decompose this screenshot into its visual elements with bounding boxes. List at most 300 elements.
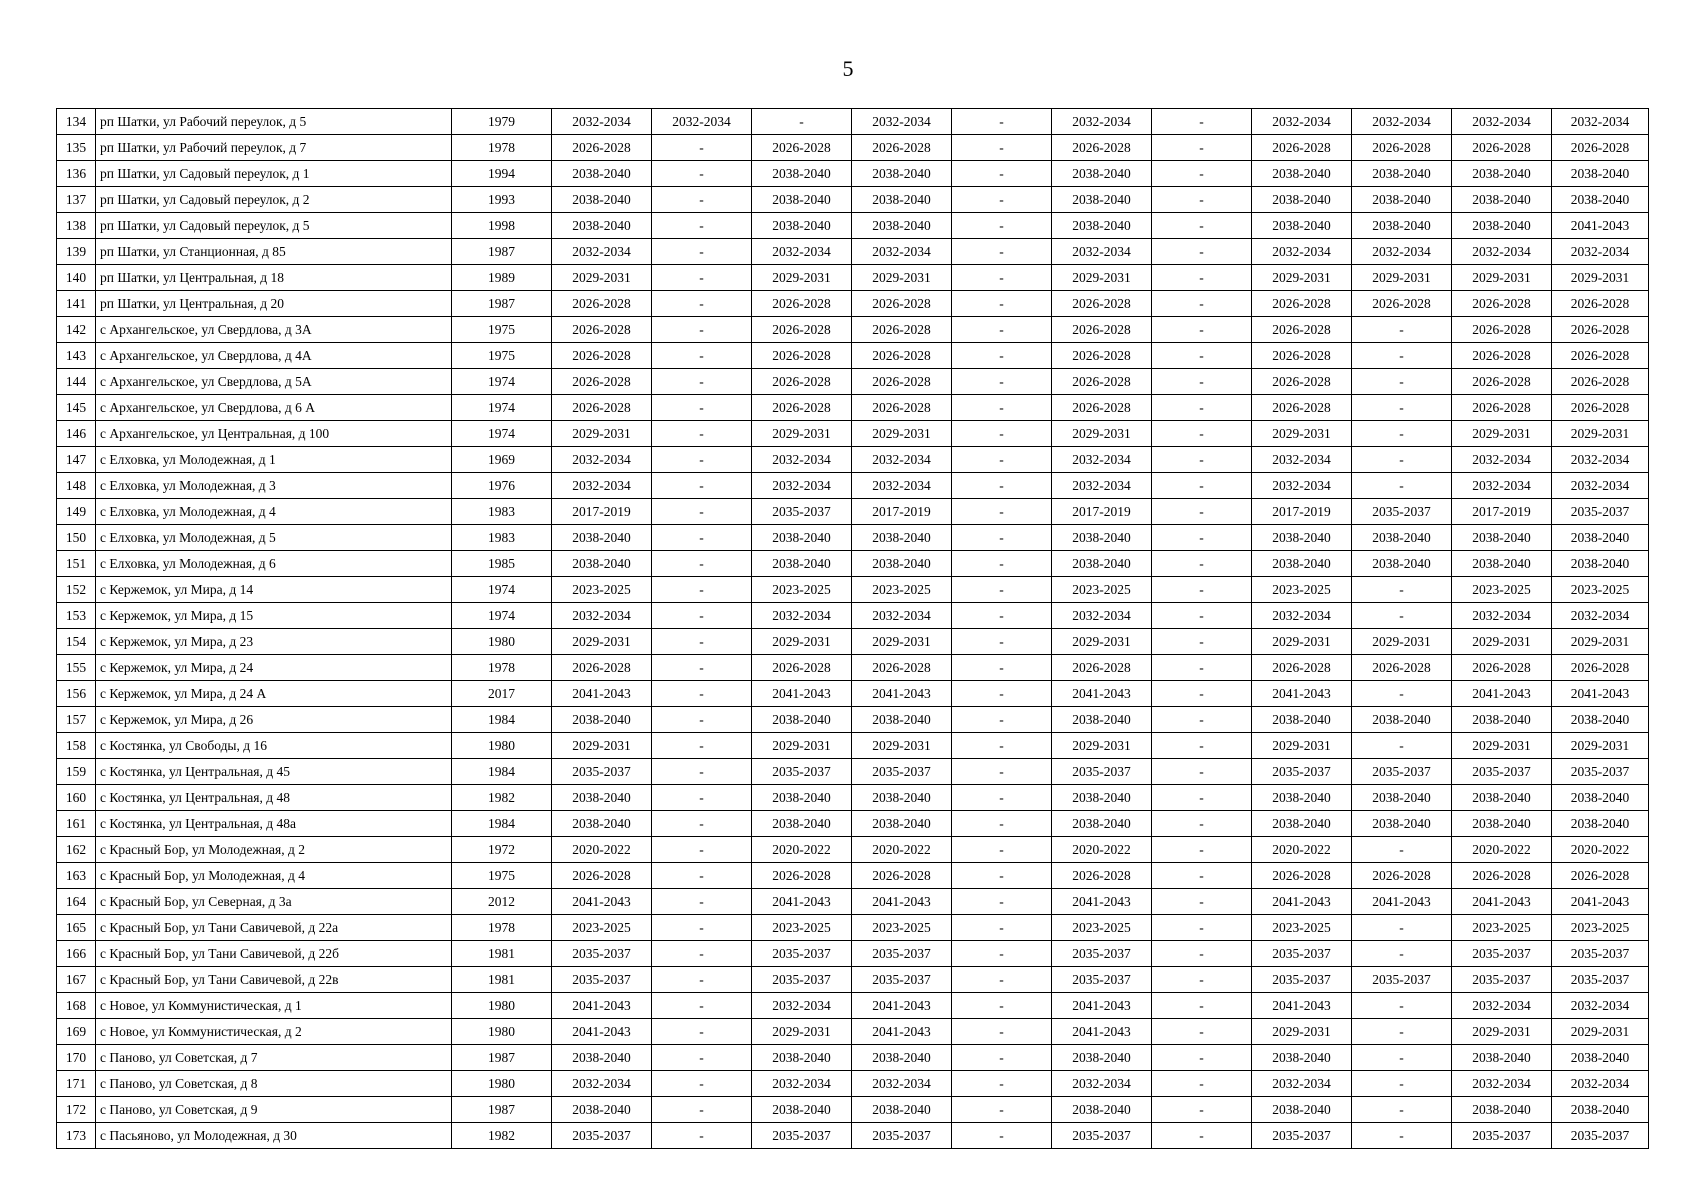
period-cell-2: - [652, 395, 752, 421]
period-cell-2: - [652, 863, 752, 889]
period-cell-4: 2038-2040 [852, 213, 952, 239]
period-cell-10: 2023-2025 [1452, 577, 1552, 603]
period-cell-9: 2038-2040 [1352, 707, 1452, 733]
row-number-cell: 139 [57, 239, 96, 265]
period-cell-11: 2038-2040 [1552, 785, 1649, 811]
period-cell-4: 2035-2037 [852, 941, 952, 967]
period-cell-9: - [1352, 1097, 1452, 1123]
period-cell-9: - [1352, 447, 1452, 473]
period-cell-8: 2035-2037 [1252, 1123, 1352, 1149]
period-cell-9: 2029-2031 [1352, 629, 1452, 655]
period-cell-11: 2038-2040 [1552, 551, 1649, 577]
period-cell-8: 2032-2034 [1252, 109, 1352, 135]
period-cell-7: - [1152, 317, 1252, 343]
period-cell-7: - [1152, 213, 1252, 239]
period-cell-2: - [652, 941, 752, 967]
row-number-cell: 146 [57, 421, 96, 447]
period-cell-2: - [652, 681, 752, 707]
address-cell: с Архангельское, ул Свердлова, д 5А [96, 369, 452, 395]
year-built-cell: 1980 [452, 1071, 552, 1097]
period-cell-4: 2026-2028 [852, 655, 952, 681]
period-cell-4: 2041-2043 [852, 681, 952, 707]
period-cell-6: 2041-2043 [1052, 889, 1152, 915]
period-cell-5: - [952, 681, 1052, 707]
row-number-cell: 148 [57, 473, 96, 499]
period-cell-4: 2026-2028 [852, 343, 952, 369]
period-cell-11: 2032-2034 [1552, 603, 1649, 629]
period-cell-8: 2038-2040 [1252, 525, 1352, 551]
period-cell-10: 2026-2028 [1452, 135, 1552, 161]
year-built-cell: 1982 [452, 1123, 552, 1149]
period-cell-6: 2029-2031 [1052, 733, 1152, 759]
period-cell-10: 2029-2031 [1452, 265, 1552, 291]
period-cell-11: 2038-2040 [1552, 187, 1649, 213]
period-cell-7: - [1152, 759, 1252, 785]
period-cell-10: 2038-2040 [1452, 785, 1552, 811]
year-built-cell: 1975 [452, 343, 552, 369]
period-cell-2: - [652, 655, 752, 681]
row-number-cell: 173 [57, 1123, 96, 1149]
table-row [57, 499, 1649, 525]
period-cell-1: 2020-2022 [552, 837, 652, 863]
period-cell-8: 2038-2040 [1252, 785, 1352, 811]
year-built-cell: 1987 [452, 1045, 552, 1071]
period-cell-7: - [1152, 915, 1252, 941]
row-number-cell: 167 [57, 967, 96, 993]
table-body [57, 109, 1649, 1149]
row-number-cell: 141 [57, 291, 96, 317]
period-cell-2: - [652, 1071, 752, 1097]
period-cell-8: 2026-2028 [1252, 395, 1352, 421]
period-cell-6: 2038-2040 [1052, 707, 1152, 733]
period-cell-11: 2038-2040 [1552, 161, 1649, 187]
period-cell-1: 2035-2037 [552, 759, 652, 785]
period-cell-4: 2029-2031 [852, 265, 952, 291]
period-cell-3: 2029-2031 [752, 265, 852, 291]
period-cell-7: - [1152, 1019, 1252, 1045]
period-cell-2: - [652, 291, 752, 317]
period-cell-9: - [1352, 733, 1452, 759]
address-cell: с Паново, ул Советская, д 9 [96, 1097, 452, 1123]
address-cell: с Красный Бор, ул Тани Савичевой, д 22б [96, 941, 452, 967]
period-cell-3: 2032-2034 [752, 1071, 852, 1097]
table-row [57, 421, 1649, 447]
period-cell-1: 2026-2028 [552, 863, 652, 889]
table-row [57, 473, 1649, 499]
period-cell-6: 2023-2025 [1052, 577, 1152, 603]
row-number-cell: 142 [57, 317, 96, 343]
period-cell-6: 2038-2040 [1052, 1097, 1152, 1123]
period-cell-9: - [1352, 1071, 1452, 1097]
period-cell-5: - [952, 707, 1052, 733]
period-cell-9: - [1352, 395, 1452, 421]
period-cell-10: 2029-2031 [1452, 733, 1552, 759]
period-cell-7: - [1152, 291, 1252, 317]
table-row [57, 993, 1649, 1019]
table-row [57, 395, 1649, 421]
period-cell-1: 2041-2043 [552, 1019, 652, 1045]
address-cell: с Костянка, ул Центральная, д 48а [96, 811, 452, 837]
period-cell-10: 2041-2043 [1452, 889, 1552, 915]
table-row [57, 213, 1649, 239]
period-cell-10: 2035-2037 [1452, 1123, 1552, 1149]
row-number-cell: 171 [57, 1071, 96, 1097]
period-cell-1: 2026-2028 [552, 395, 652, 421]
period-cell-4: 2035-2037 [852, 1123, 952, 1149]
table-row [57, 447, 1649, 473]
period-cell-1: 2026-2028 [552, 291, 652, 317]
period-cell-9: - [1352, 317, 1452, 343]
period-cell-10: 2020-2022 [1452, 837, 1552, 863]
period-cell-3: 2029-2031 [752, 629, 852, 655]
period-cell-2: - [652, 1123, 752, 1149]
period-cell-9: 2029-2031 [1352, 265, 1452, 291]
period-cell-8: 2038-2040 [1252, 551, 1352, 577]
period-cell-11: 2035-2037 [1552, 967, 1649, 993]
period-cell-11: 2023-2025 [1552, 915, 1649, 941]
period-cell-1: 2026-2028 [552, 135, 652, 161]
period-cell-4: 2038-2040 [852, 707, 952, 733]
period-cell-9: 2032-2034 [1352, 239, 1452, 265]
period-cell-11: 2032-2034 [1552, 473, 1649, 499]
period-cell-11: 2038-2040 [1552, 525, 1649, 551]
period-cell-2: - [652, 707, 752, 733]
address-cell: с Красный Бор, ул Тани Савичевой, д 22в [96, 967, 452, 993]
period-cell-10: 2038-2040 [1452, 1045, 1552, 1071]
period-cell-6: 2038-2040 [1052, 811, 1152, 837]
year-built-cell: 1985 [452, 551, 552, 577]
period-cell-8: 2038-2040 [1252, 161, 1352, 187]
address-cell: с Паново, ул Советская, д 8 [96, 1071, 452, 1097]
period-cell-4: 2032-2034 [852, 447, 952, 473]
period-cell-9: - [1352, 343, 1452, 369]
period-cell-1: 2023-2025 [552, 577, 652, 603]
year-built-cell: 1984 [452, 811, 552, 837]
period-cell-7: - [1152, 525, 1252, 551]
period-cell-1: 2041-2043 [552, 993, 652, 1019]
period-cell-11: 2023-2025 [1552, 577, 1649, 603]
period-cell-10: 2029-2031 [1452, 421, 1552, 447]
period-cell-3: 2038-2040 [752, 707, 852, 733]
period-cell-1: 2023-2025 [552, 915, 652, 941]
period-cell-4: 2038-2040 [852, 161, 952, 187]
period-cell-4: 2035-2037 [852, 759, 952, 785]
period-cell-4: 2041-2043 [852, 993, 952, 1019]
period-cell-2: 2032-2034 [652, 109, 752, 135]
period-cell-5: - [952, 317, 1052, 343]
row-number-cell: 134 [57, 109, 96, 135]
year-built-cell: 1974 [452, 577, 552, 603]
period-cell-4: 2038-2040 [852, 525, 952, 551]
period-cell-5: - [952, 863, 1052, 889]
year-built-cell: 1989 [452, 265, 552, 291]
table-row [57, 915, 1649, 941]
year-built-cell: 1981 [452, 941, 552, 967]
period-cell-5: - [952, 967, 1052, 993]
period-cell-9: - [1352, 1123, 1452, 1149]
address-cell: с Новое, ул Коммунистическая, д 1 [96, 993, 452, 1019]
period-cell-5: - [952, 603, 1052, 629]
period-cell-8: 2038-2040 [1252, 707, 1352, 733]
period-cell-10: 2032-2034 [1452, 1071, 1552, 1097]
period-cell-6: 2026-2028 [1052, 369, 1152, 395]
period-cell-2: - [652, 525, 752, 551]
address-cell: с Архангельское, ул Свердлова, д 4А [96, 343, 452, 369]
address-cell: рп Шатки, ул Станционная, д 85 [96, 239, 452, 265]
table-row [57, 265, 1649, 291]
period-cell-6: 2026-2028 [1052, 655, 1152, 681]
period-cell-3: 2020-2022 [752, 837, 852, 863]
address-cell: с Кержемок, ул Мира, д 24 [96, 655, 452, 681]
period-cell-9: 2038-2040 [1352, 161, 1452, 187]
period-cell-3: 2041-2043 [752, 681, 852, 707]
period-cell-11: 2041-2043 [1552, 889, 1649, 915]
row-number-cell: 172 [57, 1097, 96, 1123]
period-cell-4: 2038-2040 [852, 1045, 952, 1071]
address-cell: с Архангельское, ул Центральная, д 100 [96, 421, 452, 447]
period-cell-8: 2032-2034 [1252, 239, 1352, 265]
period-cell-10: 2029-2031 [1452, 1019, 1552, 1045]
period-cell-9: - [1352, 993, 1452, 1019]
period-cell-2: - [652, 889, 752, 915]
period-cell-1: 2038-2040 [552, 213, 652, 239]
period-cell-2: - [652, 837, 752, 863]
period-cell-8: 2035-2037 [1252, 759, 1352, 785]
period-cell-1: 2038-2040 [552, 1097, 652, 1123]
period-cell-8: 2041-2043 [1252, 993, 1352, 1019]
period-cell-8: 2038-2040 [1252, 187, 1352, 213]
table-row [57, 525, 1649, 551]
period-cell-8: 2026-2028 [1252, 655, 1352, 681]
period-cell-7: - [1152, 993, 1252, 1019]
period-cell-11: 2029-2031 [1552, 629, 1649, 655]
period-cell-6: 2041-2043 [1052, 681, 1152, 707]
period-cell-8: 2029-2031 [1252, 1019, 1352, 1045]
period-cell-10: 2029-2031 [1452, 629, 1552, 655]
table-row [57, 1123, 1649, 1149]
period-cell-9: 2035-2037 [1352, 759, 1452, 785]
table-row [57, 577, 1649, 603]
address-cell: с Пасьяново, ул Молодежная, д 30 [96, 1123, 452, 1149]
period-cell-4: 2032-2034 [852, 1071, 952, 1097]
period-cell-4: 2026-2028 [852, 863, 952, 889]
period-cell-4: 2029-2031 [852, 629, 952, 655]
period-cell-7: - [1152, 603, 1252, 629]
period-cell-3: 2026-2028 [752, 369, 852, 395]
address-cell: с Архангельское, ул Свердлова, д 6 А [96, 395, 452, 421]
period-cell-6: 2038-2040 [1052, 551, 1152, 577]
period-cell-2: - [652, 577, 752, 603]
period-cell-6: 2026-2028 [1052, 395, 1152, 421]
row-number-cell: 137 [57, 187, 96, 213]
period-cell-10: 2038-2040 [1452, 187, 1552, 213]
period-cell-8: 2032-2034 [1252, 447, 1352, 473]
row-number-cell: 170 [57, 1045, 96, 1071]
period-cell-8: 2032-2034 [1252, 603, 1352, 629]
address-cell: с Костянка, ул Центральная, д 45 [96, 759, 452, 785]
period-cell-6: 2029-2031 [1052, 421, 1152, 447]
period-cell-3: 2041-2043 [752, 889, 852, 915]
period-cell-9: 2035-2037 [1352, 499, 1452, 525]
period-cell-2: - [652, 603, 752, 629]
period-cell-2: - [652, 187, 752, 213]
period-cell-3: 2038-2040 [752, 213, 852, 239]
period-cell-5: - [952, 135, 1052, 161]
repair-schedule-table [56, 108, 1649, 1149]
period-cell-5: - [952, 447, 1052, 473]
period-cell-2: - [652, 733, 752, 759]
address-cell: с Елховка, ул Молодежная, д 1 [96, 447, 452, 473]
period-cell-10: 2032-2034 [1452, 447, 1552, 473]
period-cell-3: 2038-2040 [752, 1045, 852, 1071]
period-cell-3: 2026-2028 [752, 291, 852, 317]
period-cell-7: - [1152, 811, 1252, 837]
period-cell-1: 2038-2040 [552, 551, 652, 577]
period-cell-5: - [952, 837, 1052, 863]
period-cell-2: - [652, 629, 752, 655]
period-cell-5: - [952, 1045, 1052, 1071]
address-cell: с Паново, ул Советская, д 7 [96, 1045, 452, 1071]
table-row [57, 1019, 1649, 1045]
table-row [57, 889, 1649, 915]
year-built-cell: 1974 [452, 421, 552, 447]
year-built-cell: 1982 [452, 785, 552, 811]
period-cell-5: - [952, 759, 1052, 785]
period-cell-3: 2035-2037 [752, 1123, 852, 1149]
period-cell-3: 2023-2025 [752, 577, 852, 603]
address-cell: рп Шатки, ул Садовый переулок, д 5 [96, 213, 452, 239]
year-built-cell: 1980 [452, 629, 552, 655]
address-cell: с Красный Бор, ул Молодежная, д 2 [96, 837, 452, 863]
period-cell-3: 2035-2037 [752, 759, 852, 785]
period-cell-11: 2032-2034 [1552, 1071, 1649, 1097]
period-cell-3: 2032-2034 [752, 603, 852, 629]
period-cell-7: - [1152, 135, 1252, 161]
table-row [57, 863, 1649, 889]
year-built-cell: 1978 [452, 915, 552, 941]
year-built-cell: 1998 [452, 213, 552, 239]
period-cell-4: 2026-2028 [852, 291, 952, 317]
table-row [57, 1071, 1649, 1097]
table-row [57, 733, 1649, 759]
period-cell-11: 2029-2031 [1552, 733, 1649, 759]
period-cell-7: - [1152, 1097, 1252, 1123]
period-cell-11: 2026-2028 [1552, 135, 1649, 161]
period-cell-1: 2029-2031 [552, 421, 652, 447]
period-cell-5: - [952, 213, 1052, 239]
period-cell-7: - [1152, 785, 1252, 811]
period-cell-1: 2032-2034 [552, 239, 652, 265]
period-cell-11: 2020-2022 [1552, 837, 1649, 863]
period-cell-5: - [952, 551, 1052, 577]
period-cell-7: - [1152, 395, 1252, 421]
period-cell-5: - [952, 811, 1052, 837]
row-number-cell: 140 [57, 265, 96, 291]
period-cell-2: - [652, 473, 752, 499]
year-built-cell: 1974 [452, 395, 552, 421]
period-cell-10: 2038-2040 [1452, 551, 1552, 577]
period-cell-3: - [752, 109, 852, 135]
period-cell-4: 2032-2034 [852, 473, 952, 499]
period-cell-5: - [952, 395, 1052, 421]
year-built-cell: 1978 [452, 135, 552, 161]
period-cell-8: 2026-2028 [1252, 343, 1352, 369]
period-cell-7: - [1152, 681, 1252, 707]
year-built-cell: 1983 [452, 499, 552, 525]
period-cell-2: - [652, 369, 752, 395]
period-cell-6: 2035-2037 [1052, 941, 1152, 967]
period-cell-10: 2032-2034 [1452, 993, 1552, 1019]
period-cell-10: 2026-2028 [1452, 863, 1552, 889]
row-number-cell: 158 [57, 733, 96, 759]
period-cell-10: 2026-2028 [1452, 655, 1552, 681]
year-built-cell: 1969 [452, 447, 552, 473]
period-cell-4: 2026-2028 [852, 395, 952, 421]
period-cell-10: 2038-2040 [1452, 1097, 1552, 1123]
period-cell-2: - [652, 447, 752, 473]
year-built-cell: 1984 [452, 759, 552, 785]
period-cell-3: 2038-2040 [752, 785, 852, 811]
period-cell-5: - [952, 499, 1052, 525]
period-cell-2: - [652, 317, 752, 343]
period-cell-7: - [1152, 733, 1252, 759]
period-cell-9: - [1352, 421, 1452, 447]
period-cell-8: 2026-2028 [1252, 863, 1352, 889]
period-cell-3: 2026-2028 [752, 317, 852, 343]
period-cell-8: 2020-2022 [1252, 837, 1352, 863]
period-cell-8: 2029-2031 [1252, 265, 1352, 291]
period-cell-3: 2032-2034 [752, 473, 852, 499]
period-cell-8: 2029-2031 [1252, 733, 1352, 759]
table-row [57, 317, 1649, 343]
period-cell-5: - [952, 109, 1052, 135]
period-cell-11: 2038-2040 [1552, 707, 1649, 733]
period-cell-10: 2026-2028 [1452, 343, 1552, 369]
period-cell-11: 2038-2040 [1552, 1097, 1649, 1123]
page-number: 5 [842, 56, 854, 81]
table-row [57, 161, 1649, 187]
period-cell-8: 2023-2025 [1252, 915, 1352, 941]
period-cell-7: - [1152, 265, 1252, 291]
period-cell-6: 2035-2037 [1052, 759, 1152, 785]
period-cell-3: 2029-2031 [752, 421, 852, 447]
period-cell-10: 2038-2040 [1452, 525, 1552, 551]
period-cell-3: 2029-2031 [752, 733, 852, 759]
row-number-cell: 162 [57, 837, 96, 863]
period-cell-11: 2035-2037 [1552, 1123, 1649, 1149]
period-cell-7: - [1152, 551, 1252, 577]
table-row [57, 1045, 1649, 1071]
period-cell-4: 2017-2019 [852, 499, 952, 525]
period-cell-2: - [652, 551, 752, 577]
period-cell-3: 2038-2040 [752, 525, 852, 551]
period-cell-8: 2035-2037 [1252, 941, 1352, 967]
period-cell-5: - [952, 1071, 1052, 1097]
period-cell-1: 2038-2040 [552, 707, 652, 733]
period-cell-7: - [1152, 1045, 1252, 1071]
period-cell-5: - [952, 473, 1052, 499]
period-cell-7: - [1152, 109, 1252, 135]
period-cell-7: - [1152, 499, 1252, 525]
period-cell-8: 2026-2028 [1252, 135, 1352, 161]
period-cell-6: 2041-2043 [1052, 1019, 1152, 1045]
table-row [57, 707, 1649, 733]
period-cell-5: - [952, 915, 1052, 941]
period-cell-5: - [952, 785, 1052, 811]
period-cell-9: 2026-2028 [1352, 291, 1452, 317]
period-cell-5: - [952, 369, 1052, 395]
period-cell-10: 2032-2034 [1452, 473, 1552, 499]
